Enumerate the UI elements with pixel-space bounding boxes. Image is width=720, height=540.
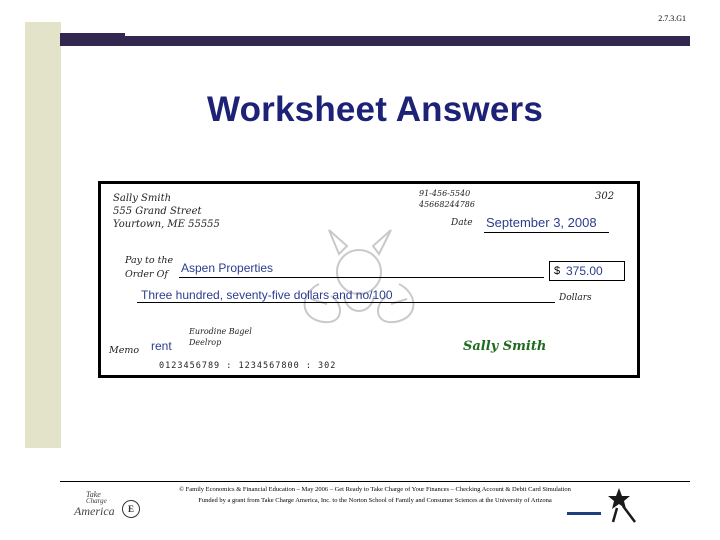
written-amount-line (137, 302, 555, 303)
logo-bar (567, 512, 601, 515)
routing-line-1: 91-456-5540 (419, 189, 471, 198)
owner-city: Yourtown, ME 55555 (113, 219, 220, 230)
routing-line-2: 45668244786 (419, 200, 475, 209)
bank-name-line-1: Eurodine Bagel (189, 327, 252, 336)
fcs-badge-icon: E (122, 500, 140, 518)
date-label: Date (451, 218, 473, 228)
written-amount: Three hundred, seventy-five dollars and no/100 (141, 288, 393, 302)
footer-line-1: © Family Economics & Financial Education – May 2006 – Get Ready to Take Charge of Your Finances – Checking Account & Debit Card Simulation (179, 486, 571, 493)
account-holder-address (113, 192, 220, 231)
dollars-label: Dollars (559, 293, 592, 303)
take-charge-america-logo (72, 490, 152, 524)
footer-line-2: Funded by a grant from Take Charge America, Inc. to the Norton School of Family and Consumer Sciences at the University of Arizona (198, 497, 552, 504)
date-line (484, 232, 609, 233)
logo-text-charge: Charge (86, 497, 107, 505)
bank-name-line-2: Deelrop (189, 338, 222, 347)
star-figure-icon (567, 486, 642, 524)
date-value: September 3, 2008 (486, 215, 597, 230)
routing-info (419, 188, 475, 210)
memo-label: Memo (109, 345, 140, 356)
payee-line (179, 277, 544, 278)
university-logo (567, 486, 642, 524)
micr-line: 0123456789 : 1234567800 : 302 (159, 361, 337, 371)
check (98, 181, 640, 378)
slide-code: 2.7.3.G1 (658, 14, 686, 23)
bank-name (189, 326, 252, 348)
pay-to-line-2: Order Of (125, 269, 168, 280)
memo-value: rent (151, 339, 172, 353)
amount-box (549, 261, 625, 281)
check-number: 302 (595, 191, 615, 202)
logo-text-america: America (74, 504, 115, 518)
pay-to-label (125, 254, 173, 282)
owner-name: Sally Smith (113, 193, 172, 204)
left-decor-bar (25, 22, 61, 448)
logo-text-take: Take (86, 490, 101, 499)
top-rule (60, 36, 690, 46)
payee-name: Aspen Properties (181, 261, 274, 275)
dollar-sign: $ (554, 265, 561, 277)
owner-street: 555 Grand Street (113, 206, 202, 217)
amount-value: 375.00 (566, 264, 603, 278)
footer-rule (60, 481, 690, 482)
watermark-illustration (289, 224, 429, 334)
slide-title: Worksheet Answers (206, 90, 544, 129)
signature: Sally Smith (463, 339, 547, 354)
pay-to-line-1: Pay to the (125, 255, 174, 266)
